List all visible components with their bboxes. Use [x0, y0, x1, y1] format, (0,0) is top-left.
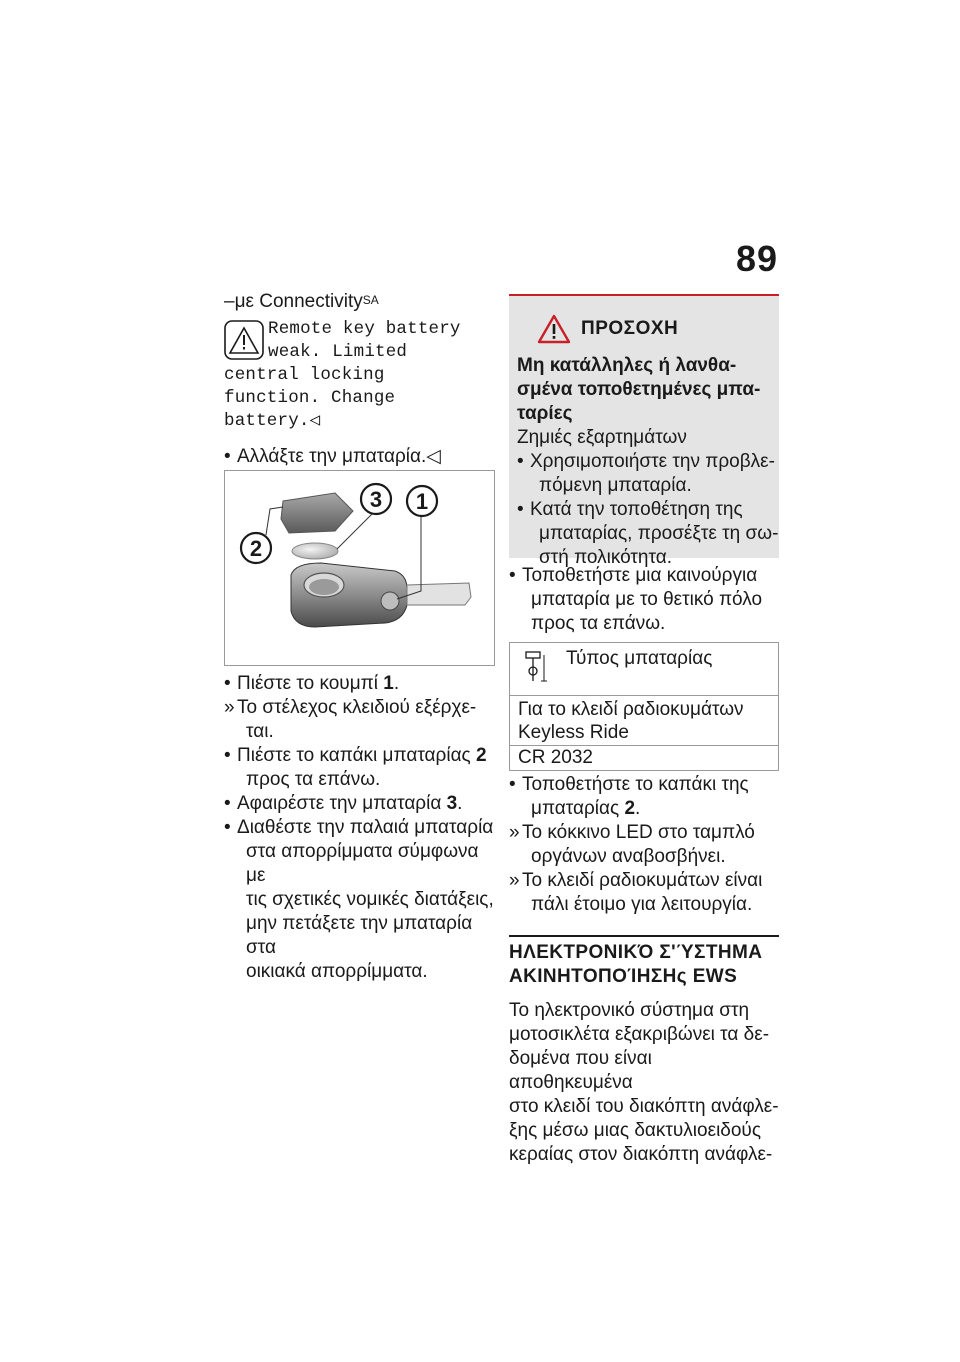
caution-box: ΠΡΟΣΟΧΗ Μη κατάλληλες ή λανθα- σμένα τοποθετημένες μπα- ταρίες Ζημιές εξαρτημάτων • Χρησιμοποιήστε την προβλε- πόμενη μπαταρία. • Κατά την τοποθέτηση της μπαταρίας, προσέξτε τη σω- στή πολικότητα.	[509, 294, 779, 558]
change-battery-step: • Αλλάξτε την μπαταρία.◁	[224, 446, 441, 467]
left-column	[224, 290, 496, 469]
spec-title: Τύπος μπαταρίας	[566, 648, 713, 669]
step-dispose: • Διαθέστε την παλαιά μπαταρία	[224, 817, 494, 838]
sa-superscript: SA	[362, 293, 379, 307]
warning-icon	[537, 314, 571, 344]
right-column: • Τοποθετήστε μια καινούργια μπαταρία με το θετικό πόλο προς τα επάνω. Τύπος μπαταρίας Για το κλειδί ραδιοκυμάτων Keyless Ride CR 2032 • Τοποθετήστε το καπάκι της μπαταρίας 2. » Το κόκκινο LED στο ταμπλό οργάνων αναβοσβήνει. » Το κλειδί ραδιοκυμάτων είναι πάλι έτοιμο για λειτουργία. ΗΛΕΚΤΡΟΝΙΚΌ Σ'ΎΣΤΗΜΑ ΑΚΙΝΗΤΟΠΟΊΗΣΗς EWS Το ηλεκτρονικό σύστημα στη μοτοσικλέτα εξακριβώνει τα δε- δομένα που είναι αποθηκευμένα στο κλειδί του διακόπτη ανάφλε- ξης μέσω μιας δακτυλιοειδούς κεραίας στον διακόπτη ανάφλε-	[509, 565, 779, 1165]
caution-consequence: Ζημιές εξαρτημάτων	[517, 427, 687, 448]
connectivity-line: –με Connectivity$^{SA}$	[224, 291, 379, 312]
key-illustration	[225, 471, 494, 665]
step-press-cap: • Πιέστε το καπάκι μπαταρίας 2	[224, 745, 487, 766]
removal-steps: • Πιέστε το κουμπί 1. » Το στέλεχος κλειδιού εξέρχε- ται. • Πιέστε το καπάκι μπαταρίας 2 προς τα επάνω. • Αφαιρέστε την μπαταρία 3. • Διαθέστε την παλαιά μπαταρία στα απορρίμματα σύμφωνα με τις σχετικές νομικές διατάξεις, μην πετάξετε την μπαταρία στα οικιακά απορρίμματα.	[224, 672, 496, 984]
step-press-button: • Πιέστε το κουμπί 1.	[224, 673, 400, 694]
caution-title: ΠΡΟΣΟΧΗ	[581, 318, 679, 339]
callout-1: 1	[415, 489, 429, 514]
ews-paragraph: Το ηλεκτρονικό σύστημα στη μοτοσικλέτα εξακριβώνει τα δε- δομένα που είναι αποθηκευμένα στο κλειδί του διακόπτη ανάφλε- ξης μέσω μιας δακτυλιοειδούς κεραίας στον διακόπτη ανάφλε-	[509, 1000, 779, 1165]
step-replace-cap: • Τοποθετήστε το καπάκι της	[509, 774, 749, 795]
key-battery-figure	[224, 470, 495, 666]
display-message: Remote key battery weak. Limited central locking function. Change battery.◁	[224, 319, 461, 431]
step-remove-battery: • Αφαιρέστε την μπαταρία 3.	[224, 793, 463, 814]
battery-type-icon	[520, 651, 550, 693]
caution-bullet-2: • Κατά την τοποθέτηση της	[517, 499, 743, 520]
caution-bullet-1: • Χρησιμοποιήστε την προβλε-	[517, 451, 775, 472]
page-number: 89	[735, 238, 778, 279]
ews-heading: ΗΛΕΚΤΡΟΝΙΚΌ Σ'ΎΣΤΗΜΑ ΑΚΙΝΗΤΟΠΟΊΗΣΗς EWS	[509, 942, 763, 987]
callout-2: 2	[249, 536, 263, 561]
result-key-ready: » Το κλειδί ραδιοκυμάτων είναι	[509, 870, 763, 891]
callout-3: 3	[369, 487, 383, 512]
result-led-flashes: » Το κόκκινο LED στο ταμπλό	[509, 822, 755, 843]
spec-applies-to: Για το κλειδί ραδιοκυμάτων	[518, 699, 744, 720]
section-divider	[509, 935, 779, 937]
warning-triangle-icon	[224, 318, 266, 364]
battery-spec-table: Τύπος μπαταρίας Για το κλειδί ραδιοκυμάτων Keyless Ride CR 2032	[509, 642, 779, 771]
spec-value: CR 2032	[510, 746, 779, 771]
result-key-blade: » Το στέλεχος κλειδιού εξέρχε-	[224, 697, 477, 718]
step-insert-battery: • Τοποθετήστε μια καινούργια	[509, 565, 758, 586]
caution-heading: Μη κατάλληλες ή λανθα- σμένα τοποθετημένες μπα- ταρίες	[517, 355, 761, 424]
